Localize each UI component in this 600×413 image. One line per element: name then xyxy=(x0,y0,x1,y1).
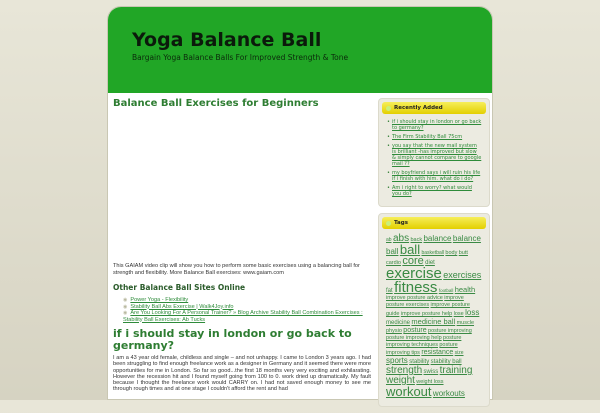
sidebar xyxy=(378,98,490,413)
tag-link[interactable]: back xyxy=(410,237,423,243)
list-item xyxy=(388,134,482,140)
tag-link[interactable]: exercise xyxy=(386,265,442,282)
recently-added-widget xyxy=(378,98,490,207)
list-item xyxy=(388,170,482,182)
recent-link[interactable]: if i should stay in london or go back to germany? xyxy=(392,119,482,131)
tag-link[interactable]: football xyxy=(438,288,454,293)
tag-link[interactable]: posture improving help xyxy=(386,335,442,341)
tag-link[interactable]: training xyxy=(439,365,473,376)
tag-link[interactable]: diet xyxy=(425,260,435,266)
tag-link[interactable]: improve posture help xyxy=(400,311,453,317)
tag-link[interactable]: butt xyxy=(458,250,468,256)
tag-link[interactable]: posture improving tips xyxy=(386,342,458,356)
tag-link[interactable]: improve posture advice xyxy=(386,295,443,301)
recent-link[interactable]: The Firm Stability Ball 75cm xyxy=(392,134,463,140)
video-embed[interactable] xyxy=(113,113,371,263)
tag-link[interactable]: balance ball xyxy=(386,234,481,256)
article-text: This GAIAM video clip will show you how to perform some basic exercises using a balancing ball for strength and flexibility. More Balance Ball exercises: www.gaiam.com xyxy=(113,263,360,276)
list-item xyxy=(123,310,371,323)
tag-link[interactable]: fat xyxy=(386,288,393,294)
tag-cloud xyxy=(382,229,486,403)
tag-link[interactable]: workout xyxy=(386,384,432,399)
tag-link[interactable]: muscle xyxy=(456,320,474,326)
tags-title: Tags xyxy=(382,217,486,229)
tag-link[interactable]: strength xyxy=(386,365,423,376)
tag-link[interactable]: medicine ball xyxy=(411,317,456,326)
recent-link[interactable]: you say that the new mail system is brilliant -has improved but slow & simply cannot compare to google mail ?? xyxy=(392,143,482,167)
tag-link[interactable]: medicine xyxy=(386,320,411,326)
other-site-link[interactable]: Are You Looking For A Personal Trainer? » Blog Archive Stability Ball Combination Exercises : Stability Ball Exercises: Ab Tucks xyxy=(123,310,363,323)
tag-link[interactable]: resistance xyxy=(421,349,454,356)
article-title[interactable]: Balance Ball Exercises for Beginners xyxy=(113,98,319,109)
post-text: I am a 43 year old female, childless and single – and not unhappy. I came to London 3 years ago. I had been struggling to find enough freelance work as a designer in Germany and it seemed there were more opportunities for me in London. So far so good...the first 18 months very very exciting and exhilarating. However the recession hit and I found myself going from 100 to 0. work dried up dramatically. My fault because I thought the freelance work would CARRY on. I had not saved enough money to see me through rough times and at one stage I couldn't afford the rent and had xyxy=(113,355,371,393)
tag-link[interactable]: weight loss xyxy=(416,379,444,385)
tag-link[interactable]: posture improving xyxy=(428,328,472,334)
tag-link[interactable]: core xyxy=(402,255,424,267)
recently-added-title: Recently Added xyxy=(382,102,486,114)
tag-link[interactable]: abs xyxy=(392,233,410,244)
other-site-link[interactable]: Power Yoga - Flexibility xyxy=(130,297,189,303)
tag-link[interactable]: body xyxy=(445,250,458,256)
other-sites-heading: Other Balance Ball Sites Online xyxy=(113,283,246,292)
page-container xyxy=(107,6,493,400)
list-item xyxy=(388,185,482,197)
tag-link[interactable]: posture xyxy=(403,327,427,334)
tag-link[interactable]: improve posture exercises xyxy=(386,295,464,308)
tag-link[interactable]: physio xyxy=(386,328,402,334)
recent-link[interactable]: my boyfriend says i will ruin his life if i finish with him. what do i do? xyxy=(392,170,481,182)
site-tagline: Bargain Yoga Balance Balls For Improved Strength & Tone xyxy=(132,53,349,62)
other-sites-list xyxy=(123,297,371,323)
recent-link[interactable]: Am i right to worry? what would you do? xyxy=(392,185,472,197)
tags-widget xyxy=(378,213,490,407)
tag-link[interactable]: health xyxy=(454,285,476,294)
site-title[interactable]: Yoga Balance Ball xyxy=(132,29,322,51)
main-content xyxy=(113,97,371,393)
other-site-link[interactable]: Stability Ball Abs Exercise | Walk4Joy.info xyxy=(130,303,234,310)
tag-link[interactable]: posture improving techniques xyxy=(386,335,462,348)
tag-link[interactable]: cardio xyxy=(386,260,401,266)
list-item xyxy=(388,119,482,131)
tag-link[interactable]: loss xyxy=(465,308,480,317)
post-title[interactable]: if i should stay in london or go back to germany? xyxy=(113,327,352,352)
list-item xyxy=(388,143,482,167)
site-header xyxy=(108,7,492,93)
tag-link[interactable]: fitness xyxy=(394,279,438,296)
tag-link[interactable]: ball xyxy=(399,242,421,257)
tag-link[interactable]: weight xyxy=(386,375,415,386)
tag-link[interactable]: sports xyxy=(386,356,408,365)
tag-link[interactable]: ab xyxy=(386,237,392,243)
tag-link[interactable]: exercises xyxy=(443,270,482,280)
tag-link[interactable]: balance xyxy=(423,234,452,243)
tag-link[interactable]: improve posture guide xyxy=(386,302,470,317)
tag-link[interactable]: lose xyxy=(453,311,464,317)
tag-link[interactable]: workouts xyxy=(432,389,465,398)
tag-link[interactable]: size xyxy=(454,350,464,356)
tag-link[interactable]: swiss xyxy=(423,369,439,375)
tag-link[interactable]: stability xyxy=(409,359,430,365)
tag-link[interactable]: stability ball xyxy=(430,359,462,365)
tag-link[interactable]: basketball xyxy=(421,250,444,256)
